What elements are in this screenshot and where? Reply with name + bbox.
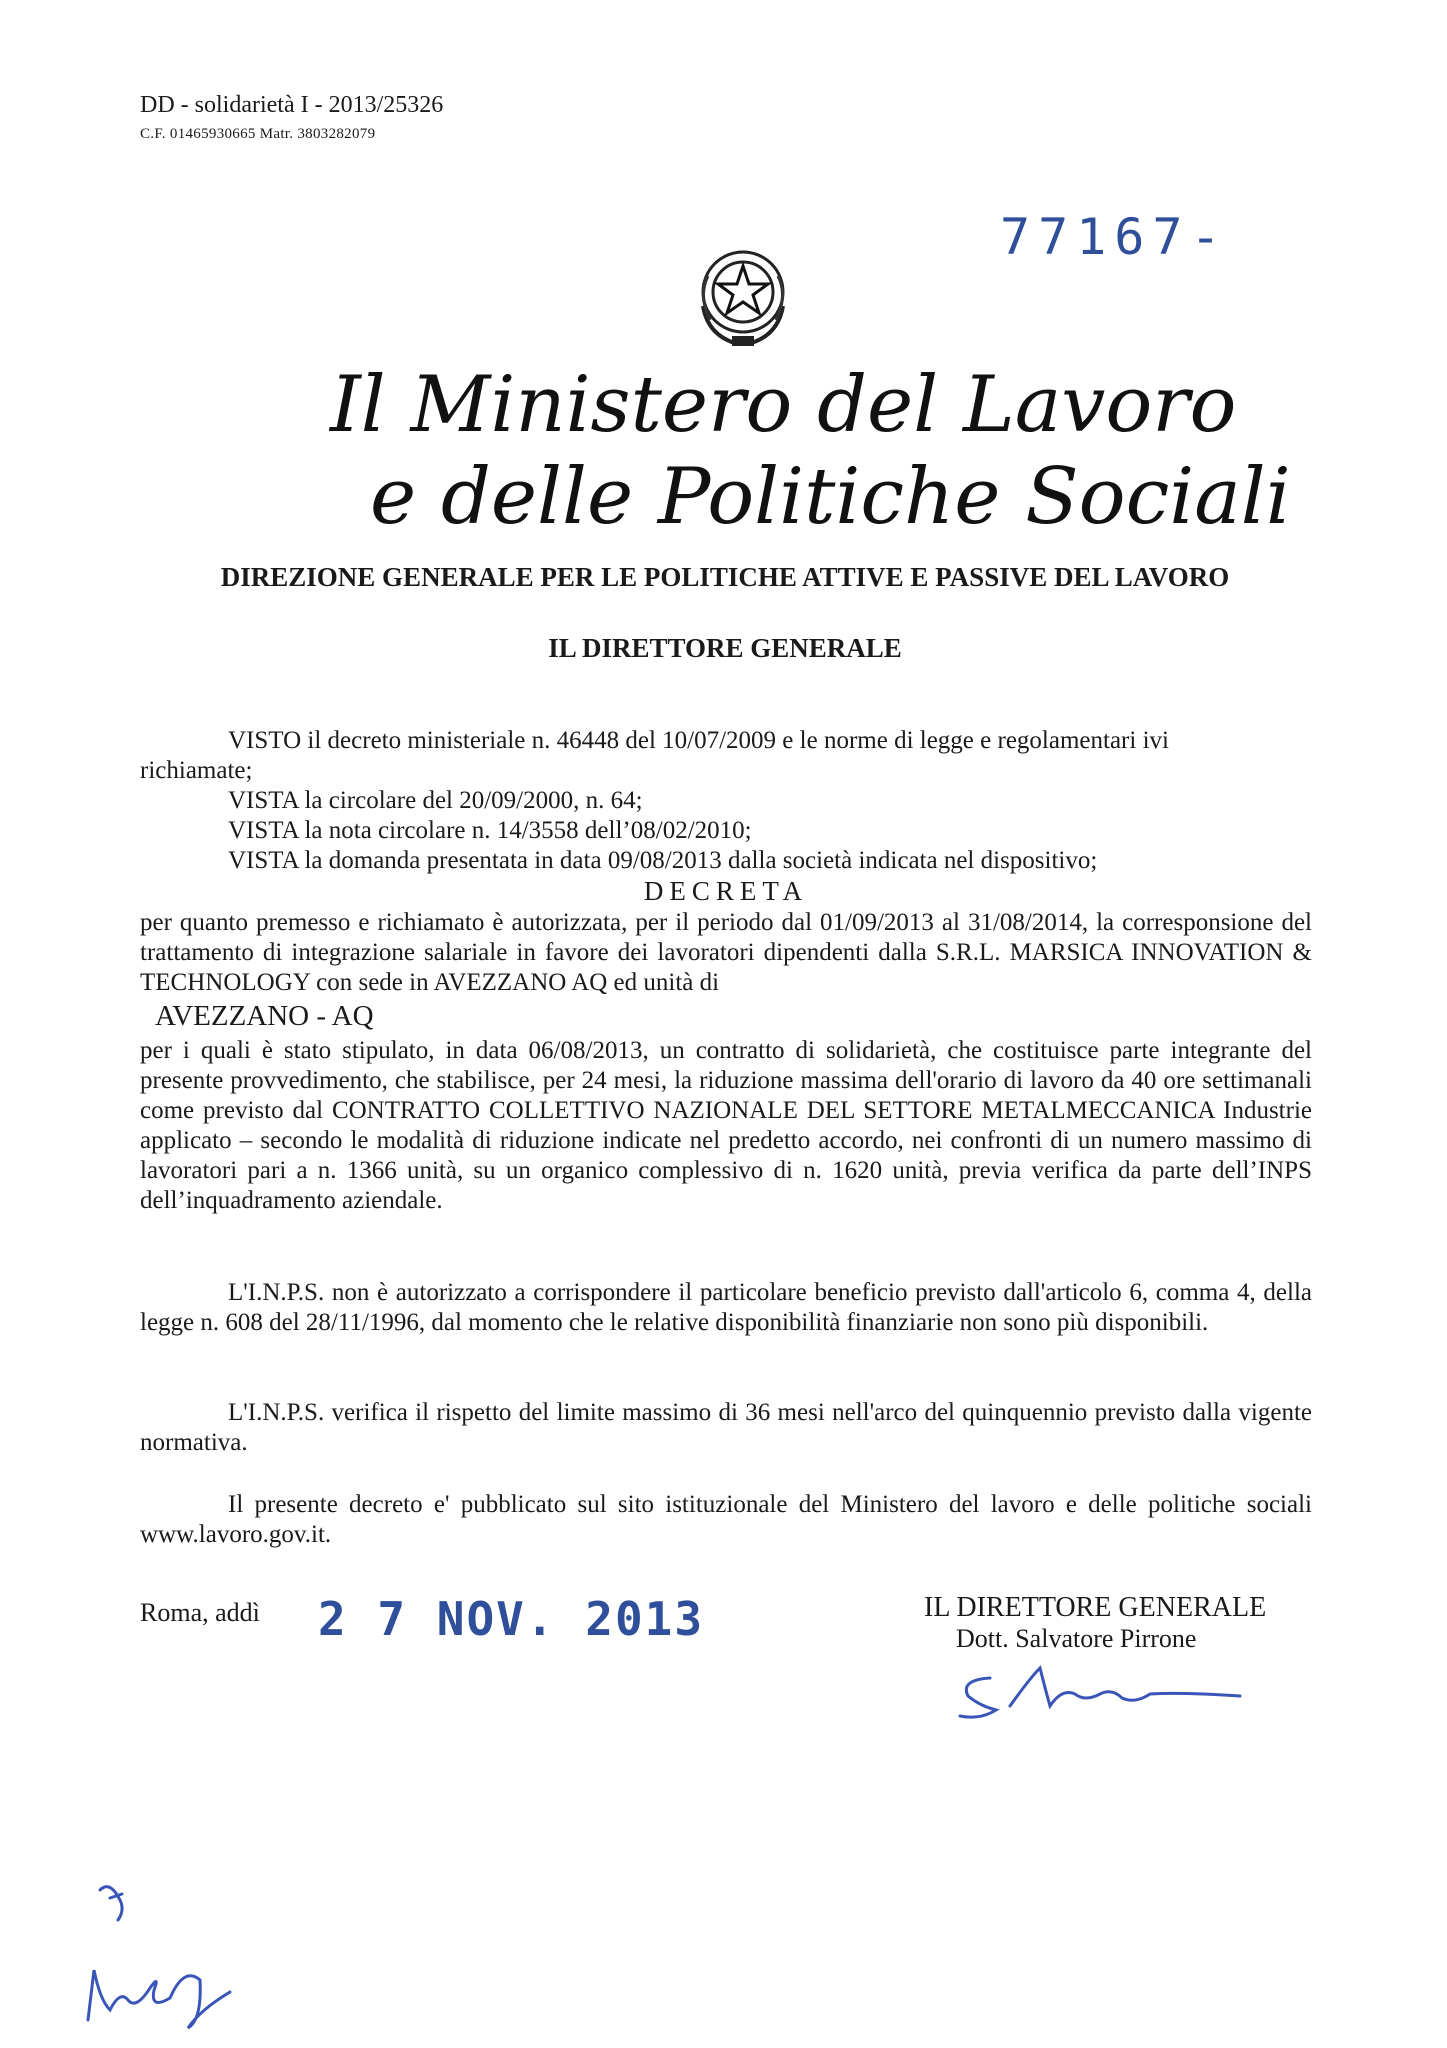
ministry-title-line1: Il Ministero del Lavoro — [330, 360, 1237, 450]
tax-id-line: C.F. 01465930665 Matr. 3803282079 — [140, 126, 376, 142]
signatory-name: Dott. Salvatore Pirrone — [956, 1624, 1197, 1653]
inps-limit-paragraph: L'I.N.P.S. verifica il rispetto del limite massimo di 36 mesi nell'arco del quinquennio previsto dalla vigente normativa. — [140, 1399, 1312, 1456]
date-stamp: 2 7 NOV. 2013 — [318, 1592, 705, 1646]
italian-republic-emblem-icon — [688, 236, 798, 356]
place-label: Roma, addì — [140, 1598, 260, 1627]
recital-circular: VISTA la circolare del 20/09/2000, n. 64; — [228, 787, 643, 814]
production-unit: AVEZZANO - AQ — [155, 1000, 374, 1032]
document-reference: DD - solidarietà I - 2013/25326 — [140, 92, 444, 118]
decision-details: per i quali è stato stipulato, in data 06/08/2013, un contratto di solidarietà, che costituisce parte integrante del presente provvedimento, che stabilisce, per 24 mesi, la riduzione massima dell'orario di lavoro da 40 ore settimanali come previsto dal CONTRATTO COLLETTIVO NAZIONALE DEL SETTORE METALMECCANICA Industrie applicato – secondo le modalità di riduzione indicate nel predetto accordo, nei confronti di un numero massimo di lavoratori pari a n. 1366 unità, su un organico complessivo di n. 1620 unità, previa verifica da parte dell’INPS dell’inquadramento aziendale. — [140, 1037, 1312, 1214]
recital-decree: VISTO il decreto ministeriale n. 46448 del 10/07/2009 e le norme di legge e regolamentari ivi — [228, 727, 1169, 754]
ministry-title-line2: e delle Politiche Sociali — [370, 452, 1291, 542]
handwritten-initials-icon — [80, 1870, 270, 2030]
signatory-title: IL DIRETTORE GENERALE — [924, 1592, 1267, 1623]
recital-decree-cont: richiamate; — [140, 757, 253, 784]
directorate-heading: DIREZIONE GENERALE PER LE POLITICHE ATTIVE E PASSIVE DEL LAVORO — [220, 562, 1230, 592]
protocol-number-stamp: 77167- — [1000, 208, 1229, 266]
publication-paragraph: Il presente decreto e' pubblicato sul sito istituzionale del Ministero del lavoro e delle politiche sociali www.lavoro.gov.it. — [140, 1491, 1312, 1548]
recital-note: VISTA la nota circolare n. 14/3558 dell’08/02/2010; — [228, 817, 752, 844]
decreta-heading: DECRETA — [643, 876, 809, 906]
handwritten-signature-icon — [950, 1658, 1250, 1728]
inps-benefit-paragraph: L'I.N.P.S. non è autorizzato a corrispondere il particolare beneficio previsto dall'articolo 6, comma 4, della legge n. 608 del 28/11/1996, dal momento che le relative disponibilità finanziarie non sono più disponibili. — [140, 1279, 1312, 1336]
recital-application: VISTA la domanda presentata in data 09/08/2013 dalla società indicata nel dispositivo; — [228, 847, 1098, 874]
office-heading: IL DIRETTORE GENERALE — [548, 633, 902, 663]
decision-paragraph: per quanto premesso e richiamato è autorizzata, per il periodo dal 01/09/2013 al 31/08/2014, la corresponsione del trattamento di integrazione salariale in favore dei lavoratori dipendenti dalla S.R.L. MARSICA INNOVATION & TECHNOLOGY con sede in AVEZZANO AQ ed unità di — [140, 909, 1312, 996]
